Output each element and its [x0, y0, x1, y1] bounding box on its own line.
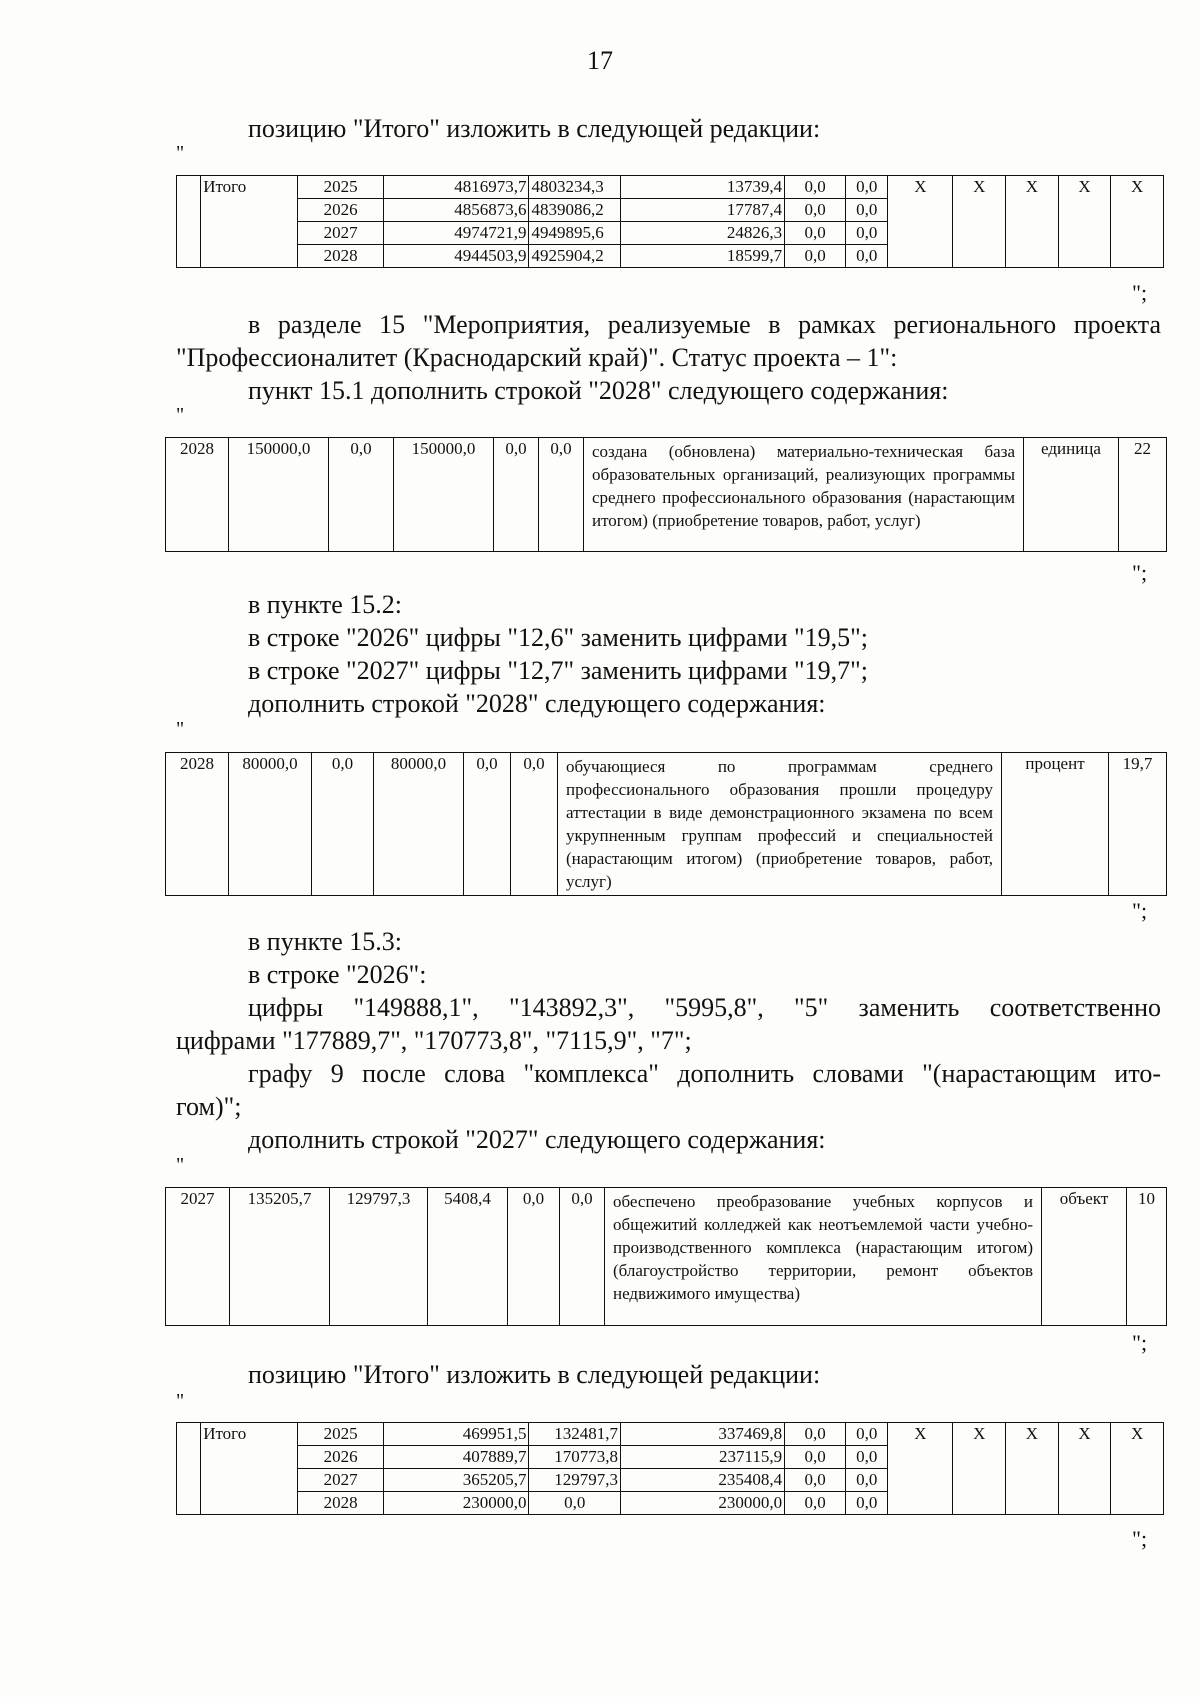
paragraph-itogo-1: позицию "Итого" изложить в следующей редакции: — [248, 114, 821, 143]
paragraph-15-3-replace-line1: цифры "149888,1", "143892,3", "5995,8", "5" заменить соответственно — [248, 993, 1161, 1022]
paragraph-itogo-2: позицию "Итого" изложить в следующей редакции: — [248, 1360, 821, 1389]
table-row: 2028 150000,0 0,0 150000,0 0,0 0,0 создана (обновлена) материально-техническая база образовательных организаций, реализующих программы среднего профессионального образования (нарастающим итогом) (приобретение товаров, работ, услуг) единица 22 — [166, 438, 1167, 552]
table-row: 2028 4944503,9 4925904,2 18599,7 0,0 0,0 — [177, 245, 1164, 268]
paragraph-item-15-2: в пункте 15.2: — [248, 590, 403, 619]
paragraph-15-3-column9-line1: графу 9 после слова "комплекса" дополнить словами "(нарастающим ито- — [248, 1059, 1161, 1088]
paragraph-15-2-add-2028: дополнить строкой "2028" следующего содержания: — [248, 689, 826, 718]
description-cell: обучающиеся по программам среднего профессионального образования прошли процедуру аттестации в виде демонстрационного экзамена по всем укрупненным группам профессий и специальностей (нарастающим итогом) (приобретение товаров, работ, услуг) — [558, 753, 1002, 896]
description-cell: создана (обновлена) материально-техническая база образовательных организаций, реализующих программы среднего профессионального образования (нарастающим итогом) (приобретение товаров, работ, услуг) — [584, 438, 1024, 552]
quote-open: " — [176, 1390, 185, 1412]
quote-open: " — [176, 718, 185, 740]
table-row: 2027 135205,7 129797,3 5408,4 0,0 0,0 обеспечено преобразование учебных корпусов и общежитий колледжей как неотъемлемой части учебно-производственного комплекса (нарастающим итогом) (благоустройство территории, ремонт объектов недвижимого имущества) объект 10 — [166, 1188, 1167, 1326]
paragraph-15-2-row-2026: в строке "2026" цифры "12,6" заменить цифрами "19,5"; — [248, 623, 869, 652]
table-row: 2028 80000,0 0,0 80000,0 0,0 0,0 обучающиеся по программам среднего профессионального образования прошли процедуру аттестации в виде демонстрационного экзамена по всем укрупненным группам профессий и специальностей (нарастающим итогом) (приобретение товаров, работ, услуг) процент 19,7 — [166, 753, 1167, 896]
itogo-table-1 — [176, 175, 1164, 268]
quote-close: "; — [1132, 560, 1148, 585]
itogo-table-2 — [176, 1422, 1164, 1515]
paragraph-15-3-column9-line2: гом)"; — [176, 1092, 242, 1121]
paragraph-section-15-line2: "Профессионалитет (Краснодарский край)". Статус проекта – 1": — [176, 343, 898, 372]
table-row: 2028 230000,0 0,0 230000,0 0,0 0,0 — [177, 1492, 1164, 1515]
table-row: 2026 4856873,6 4839086,2 17787,4 0,0 0,0 — [177, 199, 1164, 222]
table-row: 2027 4974721,9 4949895,6 24826,3 0,0 0,0 — [177, 222, 1164, 245]
quote-close: "; — [1132, 1330, 1148, 1355]
quote-close: "; — [1132, 1526, 1148, 1551]
row-table-15-1 — [165, 437, 1167, 552]
table-row: 2027 365205,7 129797,3 235408,4 0,0 0,0 — [177, 1469, 1164, 1492]
paragraph-15-3-add-2027: дополнить строкой "2027" следующего содержания: — [248, 1125, 826, 1154]
table-row: Итого 2025 4816973,7 4803234,3 13739,4 0,0 0,0 Х Х Х Х Х — [177, 176, 1164, 199]
table-row: 2026 407889,7 170773,8 237115,9 0,0 0,0 — [177, 1446, 1164, 1469]
paragraph-item-15-1: пункт 15.1 дополнить строкой "2028" следующего содержания: — [248, 376, 949, 405]
row-table-15-2 — [165, 752, 1167, 896]
quote-open: " — [176, 404, 185, 426]
table-row: Итого 2025 469951,5 132481,7 337469,8 0,0 0,0 Х Х Х Х Х — [177, 1423, 1164, 1446]
description-cell: обеспечено преобразование учебных корпусов и общежитий колледжей как неотъемлемой части учебно-производственного комплекса (нарастающим итогом) (благоустройство территории, ремонт объектов недвижимого имущества) — [605, 1188, 1042, 1326]
quote-close: "; — [1132, 280, 1148, 305]
row-table-15-3 — [165, 1187, 1167, 1326]
quote-open: " — [176, 142, 185, 164]
page-number: 17 — [587, 46, 613, 75]
paragraph-item-15-3: в пункте 15.3: — [248, 927, 403, 956]
paragraph-section-15-line1: в разделе 15 "Мероприятия, реализуемые в рамках регионального проекта — [248, 310, 1161, 339]
itogo-label: Итого — [201, 1423, 298, 1515]
paragraph-15-3-row-2026: в строке "2026": — [248, 960, 427, 989]
paragraph-15-3-replace-line2: цифрами "177889,7", "170773,8", "7115,9", "7"; — [176, 1026, 692, 1055]
quote-close: "; — [1132, 898, 1148, 923]
paragraph-15-2-row-2027: в строке "2027" цифры "12,7" заменить цифрами "19,7"; — [248, 656, 869, 685]
itogo-label: Итого — [201, 176, 298, 268]
quote-open: " — [176, 1154, 185, 1176]
